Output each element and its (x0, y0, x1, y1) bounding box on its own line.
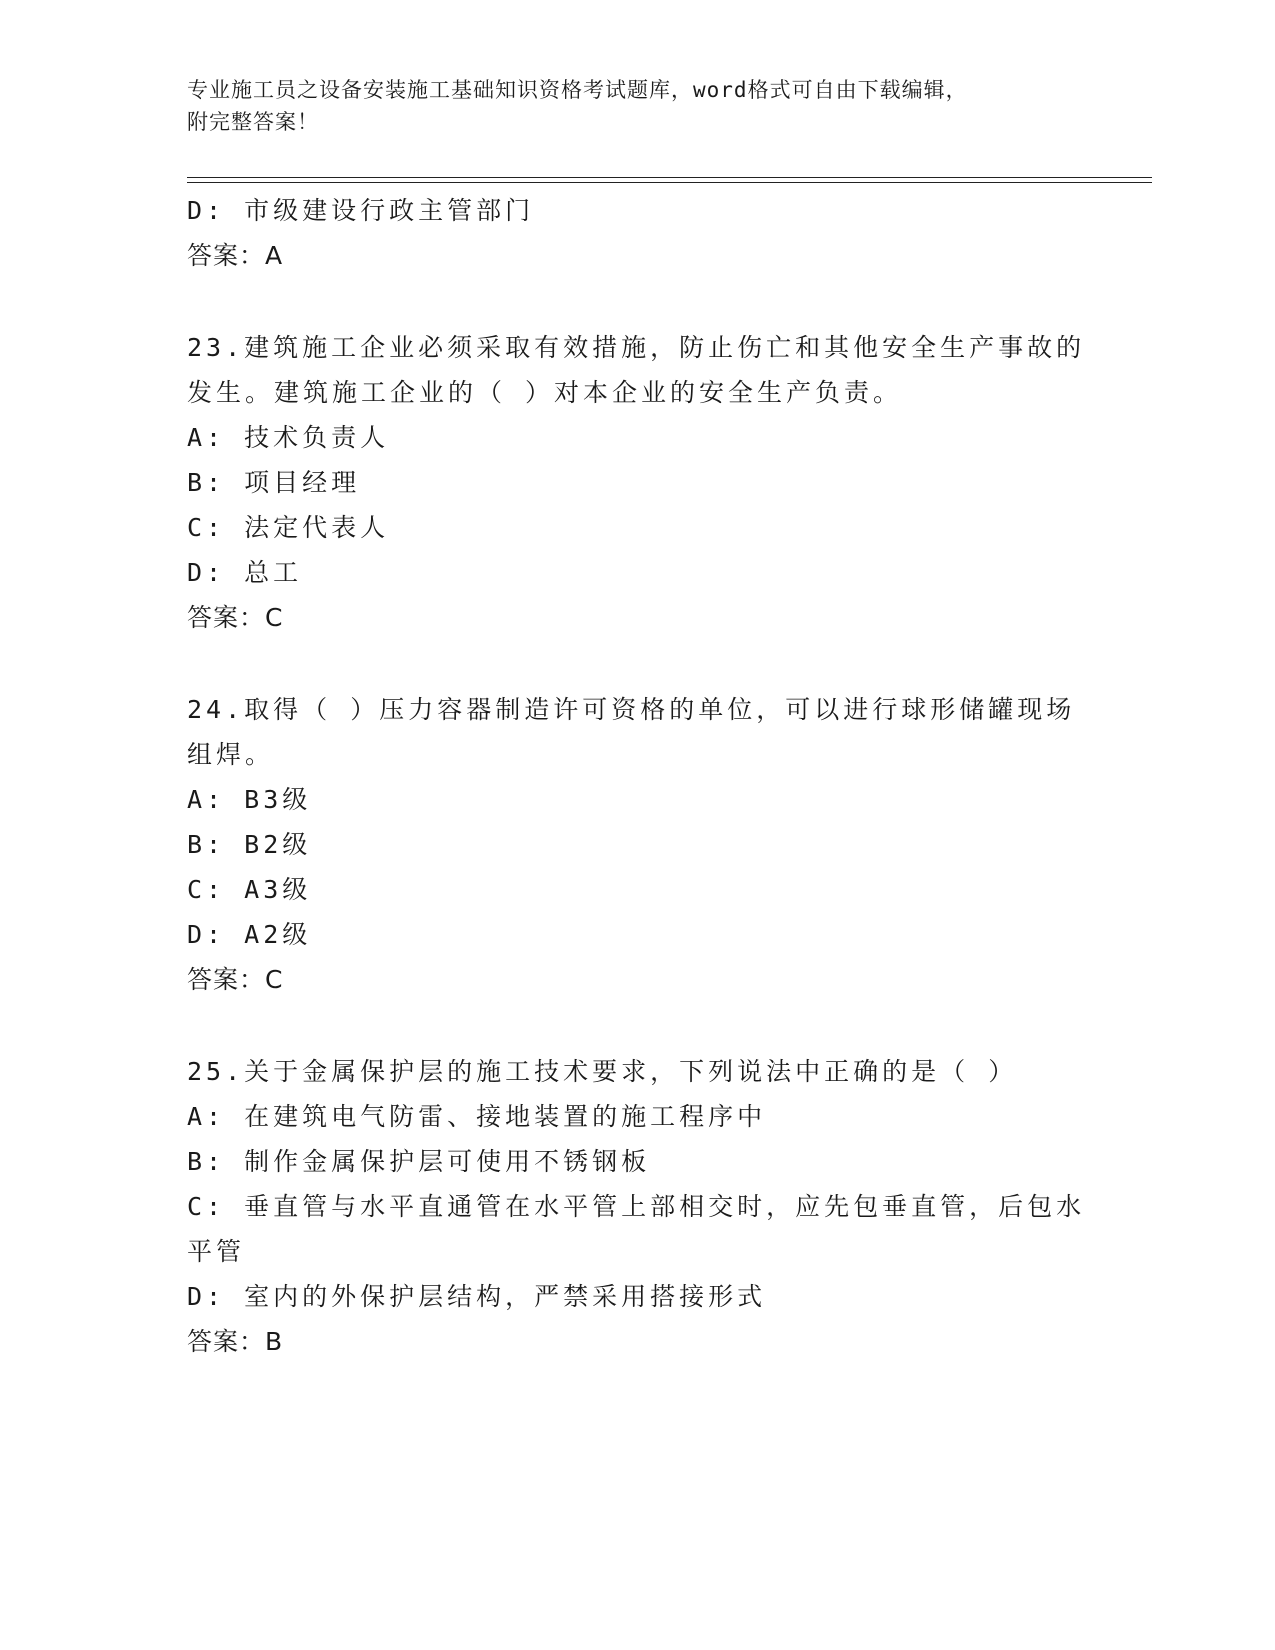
question-list (187, 188, 1087, 1364)
option-b: B: 项目经理 (187, 468, 361, 497)
question-stem: 发生。建筑施工企业的（ ）对本企业的安全生产负责。 (187, 378, 903, 407)
answer: 答案：C (187, 603, 284, 632)
question-24 (187, 687, 1087, 1002)
header-line-2: 附完整答案！ (187, 110, 319, 134)
option-d: D: 市级建设行政主管部门 (187, 196, 535, 225)
option-b: B: B2级 (187, 830, 312, 859)
answer: 答案：A (187, 241, 284, 270)
option-c: C: 垂直管与水平直通管在水平管上部相交时，应先包垂直管，后包水 (187, 1192, 1086, 1221)
option-c-continued: 平管 (187, 1237, 246, 1266)
question-stem: 23.建筑施工企业必须采取有效措施，防止伤亡和其他安全生产事故的 (187, 333, 1086, 362)
question-stem: 24.取得（ ）压力容器制造许可资格的单位，可以进行球形储罐现场 (187, 695, 1076, 724)
spacer (187, 1002, 1087, 1049)
option-d: D: 总工 (187, 558, 303, 587)
answer: 答案：C (187, 965, 284, 994)
option-b: B: 制作金属保护层可使用不锈钢板 (187, 1147, 651, 1176)
option-c: C: 法定代表人 (187, 513, 390, 542)
spacer (187, 640, 1087, 687)
option-d: D: 室内的外保护层结构，严禁采用搭接形式 (187, 1282, 767, 1311)
option-a: A: 技术负责人 (187, 423, 390, 452)
option-a: A: B3级 (187, 785, 312, 814)
question-22-tail (187, 188, 1087, 278)
option-d: D: A2级 (187, 920, 312, 949)
header-divider (187, 177, 1152, 183)
question-stem: 25.关于金属保护层的施工技术要求，下列说法中正确的是（ ） (187, 1057, 1018, 1086)
option-c: C: A3级 (187, 875, 312, 904)
spacer (187, 278, 1087, 325)
header-line-1: 专业施工员之设备安装施工基础知识资格考试题库，word格式可自由下载编辑， (187, 78, 968, 102)
option-a: A: 在建筑电气防雷、接地装置的施工程序中 (187, 1102, 767, 1131)
document-header (187, 74, 1087, 138)
question-stem: 组焊。 (187, 740, 275, 769)
answer: 答案：B (187, 1327, 284, 1356)
question-25 (187, 1049, 1087, 1364)
question-23 (187, 325, 1087, 640)
